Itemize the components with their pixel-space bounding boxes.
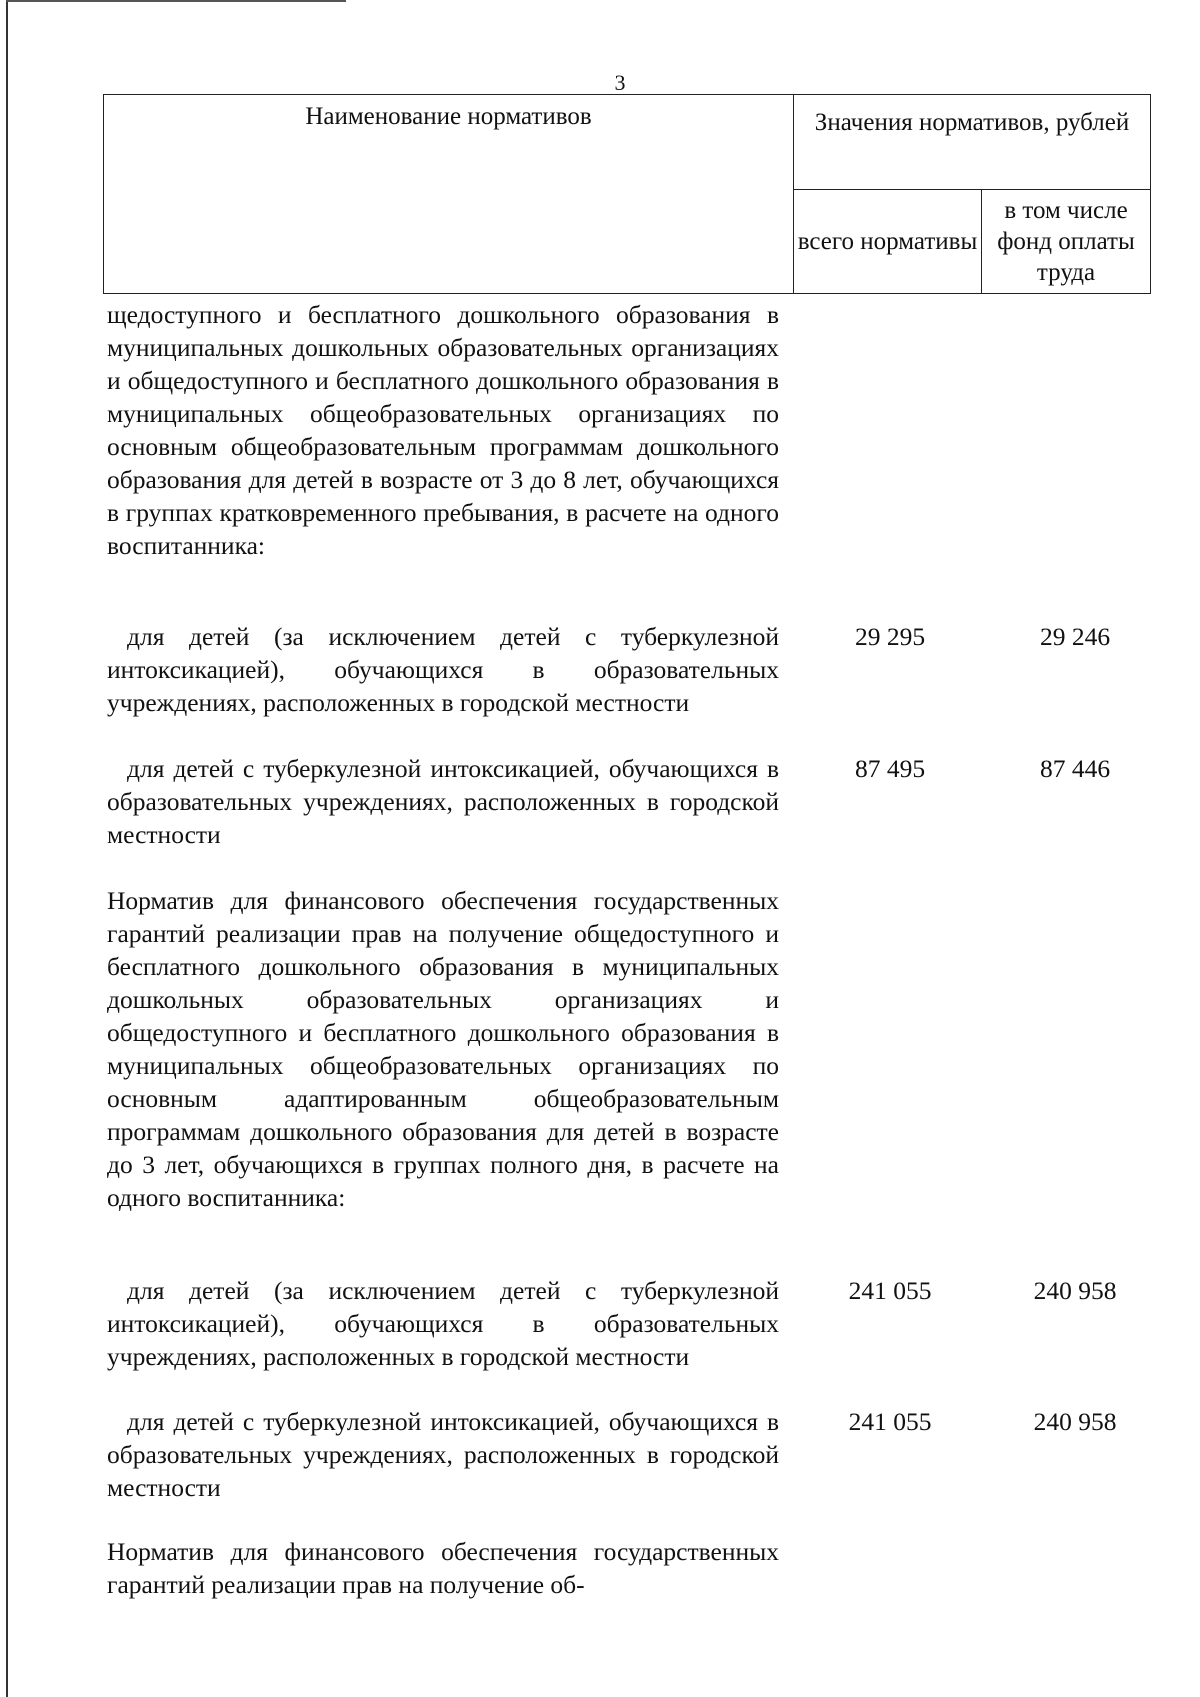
row-fund-value: 29 246 bbox=[1039, 622, 1111, 651]
row-fund-value: 240 958 bbox=[1033, 1276, 1117, 1305]
row-text: для детей (за исключением детей с туберкулезной интоксикацией), обучающихся в образовательных учреждениях, расположенных в городской местности bbox=[107, 1276, 779, 1371]
page-edge-line bbox=[6, 0, 8, 1697]
row-total-value: 241 055 bbox=[848, 1276, 932, 1305]
row-total-value: 87 495 bbox=[854, 754, 926, 783]
header-name-column: Наименование нормативов bbox=[104, 95, 794, 294]
table-header bbox=[103, 94, 1151, 294]
header-values-column: Значения нормативов, рублей bbox=[794, 95, 1151, 190]
row-fund-value: 240 958 bbox=[1033, 1407, 1117, 1436]
row-text: для детей с туберкулезной интоксикацией, обучающихся в образовательных учреждениях, расположенных в городской местности bbox=[107, 1407, 779, 1502]
row-fund-value: 87 446 bbox=[1039, 754, 1111, 783]
row-text: для детей с туберкулезной интоксикацией, обучающихся в образовательных учреждениях, расположенных в городской местности bbox=[107, 754, 779, 849]
header-total-column: всего нормативы bbox=[794, 190, 982, 294]
page-edge-line-top bbox=[6, 0, 346, 2]
row-text: щедоступного и бесплатного дошкольного образования в муниципальных дошкольных образовательных организациях и общедоступного и бесплатного дошкольного образования в муниципальных общеобразовательных организациях по основным общеобразовательным программам дошкольного образования для детей в возрасте от 3 до 8 лет, обучающихся в группах кратковременного пребывания, в расчете на одного воспитанника: bbox=[107, 300, 779, 560]
header-fund-column: в том числе фонд оплаты труда bbox=[982, 190, 1151, 294]
row-total-value: 241 055 bbox=[848, 1407, 932, 1436]
row-text: для детей (за исключением детей с туберкулезной интоксикацией), обучающихся в образовательных учреждениях, расположенных в городской местности bbox=[107, 622, 779, 717]
page-number: 3 bbox=[614, 70, 626, 95]
row-text: Норматив для финансового обеспечения государственных гарантий реализации прав на получение общедоступного и бесплатного дошкольного образования в муниципальных дошкольных образовательных организациях и общедоступного и бесплатного дошкольного образования в муниципальных общеобразовательных организациях по основным адаптированным общеобразовательным программам дошкольного образования для детей в возрасте до 3 лет, обучающихся в группах полного дня, в расчете на одного воспитанника: bbox=[107, 886, 779, 1212]
row-text: Норматив для финансового обеспечения государственных гарантий реализации прав на получение об- bbox=[107, 1537, 779, 1599]
row-total-value: 29 295 bbox=[854, 622, 926, 651]
